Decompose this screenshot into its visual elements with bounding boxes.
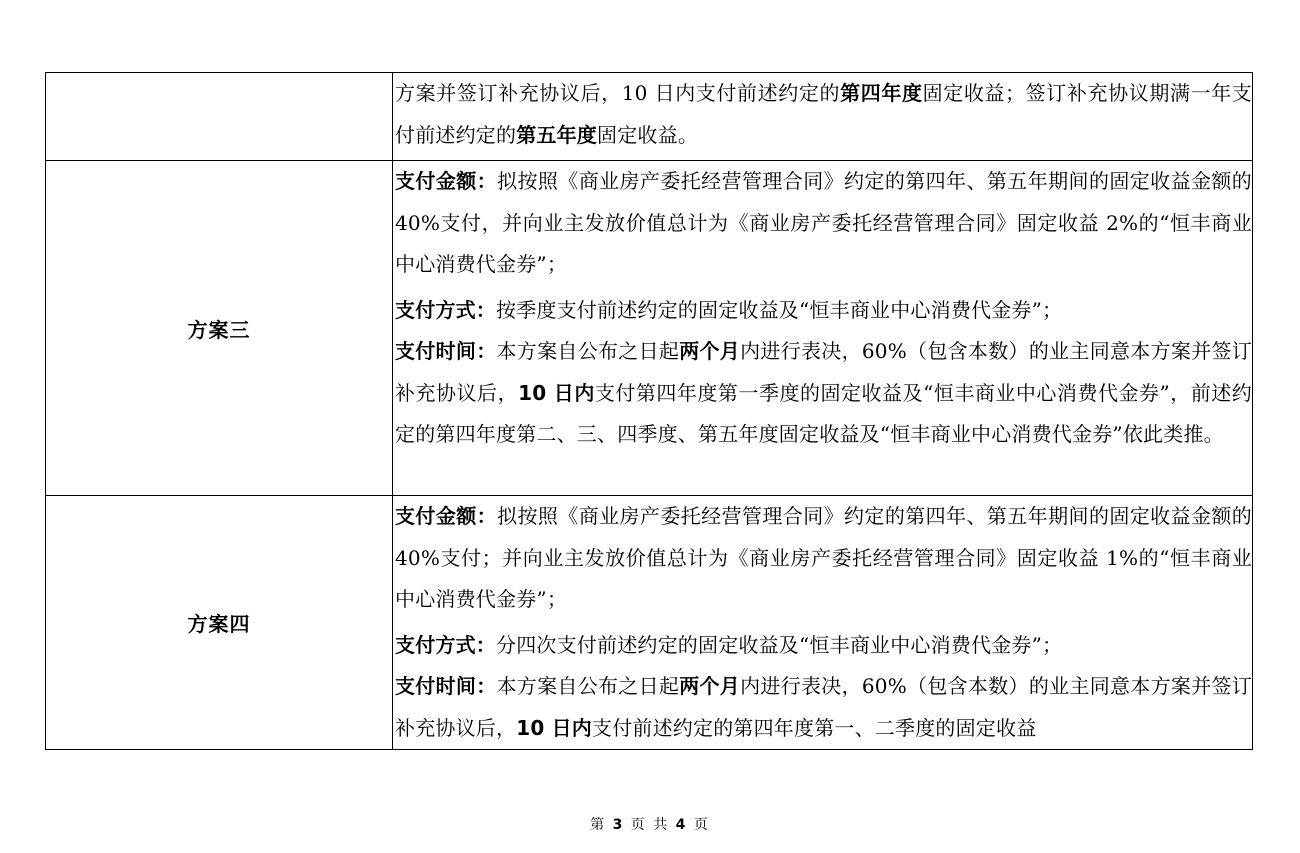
text-run: 固定收益。 xyxy=(597,122,699,147)
bold-text-run: 10 日内 xyxy=(518,380,595,405)
row-content xyxy=(393,73,1253,161)
row-label-empty xyxy=(46,73,393,161)
payment-method-label: 支付方式： xyxy=(395,632,496,657)
payment-time-paragraph xyxy=(395,331,1252,456)
payment-time-label: 支付时间： xyxy=(395,674,497,698)
text-run: 本方案自公布之日起 xyxy=(496,339,680,363)
paragraph xyxy=(395,73,1252,156)
current-page-number: 3 xyxy=(612,817,625,833)
total-page-number: 4 xyxy=(675,817,688,833)
text-run: 支付第四年度第一季度的固定收益及“恒丰商业中心消费代金券”，前述约定的第四年度第二、三、四季度、第五年度固定收益及“恒丰商业中心消费代金券”依此类推。 xyxy=(395,380,1252,446)
bold-text-run: 两个月 xyxy=(679,339,741,363)
scheme-four-label: 方案四 xyxy=(46,496,393,750)
payment-amount-text: 拟按照《商业房产委托经营管理合同》约定的第四年、第五年期间的固定收益金额的 40%支付；并向业主发放价值总计为《商业房产委托经营管理合同》固定收益 1%的“恒丰商业中心消费代金券”； xyxy=(395,504,1253,611)
scheme-table xyxy=(45,72,1253,750)
payment-time-paragraph xyxy=(395,666,1252,749)
text-run: 方案并签订补充协议后，10 日内支付前述约定的 xyxy=(395,81,841,105)
payment-amount-label: 支付金额： xyxy=(395,169,498,193)
payment-amount-paragraph xyxy=(395,496,1252,621)
scheme-three-label: 方案三 xyxy=(46,161,393,496)
bold-text-run: 第五年度 xyxy=(516,122,598,147)
text-run: 内进行表决，60%（包含本数）的业主同意本方案并签订补充协议后， xyxy=(395,339,1253,405)
scheme-four-content xyxy=(393,496,1253,750)
footer-prefix: 第 xyxy=(590,817,607,833)
text-run: 固定收益；签订补充协议期满一年支付前述约定的 xyxy=(395,81,1253,147)
bold-text-run: 10 日内 xyxy=(516,715,592,740)
payment-method-text: 分四次支付前述约定的固定收益及“恒丰商业中心消费代金券”； xyxy=(496,632,1063,657)
payment-amount-text: 拟按照《商业房产委托经营管理合同》约定的第四年、第五年期间的固定收益金额的 40%支付，并向业主发放价值总计为《商业房产委托经营管理合同》固定收益 2%的“恒丰商业中心消费代金券”； xyxy=(395,169,1253,276)
payment-method-text: 按季度支付前述约定的固定收益及“恒丰商业中心消费代金券”； xyxy=(496,297,1063,322)
payment-method-paragraph xyxy=(395,625,1252,667)
payment-method-paragraph xyxy=(395,290,1252,332)
bold-text-run: 第四年度 xyxy=(840,81,923,105)
text-run: 本方案自公布之日起 xyxy=(496,674,680,698)
table-row xyxy=(46,496,1253,750)
page-footer xyxy=(0,814,1300,834)
table-row xyxy=(46,73,1253,161)
payment-amount-label: 支付金额： xyxy=(395,504,498,528)
table-row xyxy=(46,161,1253,496)
payment-amount-paragraph xyxy=(395,161,1252,286)
footer-suffix: 页 xyxy=(693,817,710,833)
text-run: 内进行表决，60%（包含本数）的业主同意本方案并签订补充协议后， xyxy=(395,674,1253,740)
bold-text-run: 两个月 xyxy=(679,674,741,698)
payment-time-label: 支付时间： xyxy=(395,339,497,363)
text-run: 支付前述约定的第四年度第一、二季度的固定收益 xyxy=(592,715,1037,740)
payment-method-label: 支付方式： xyxy=(395,297,496,322)
footer-middle: 页 共 xyxy=(630,817,670,833)
scheme-three-content xyxy=(393,161,1253,496)
